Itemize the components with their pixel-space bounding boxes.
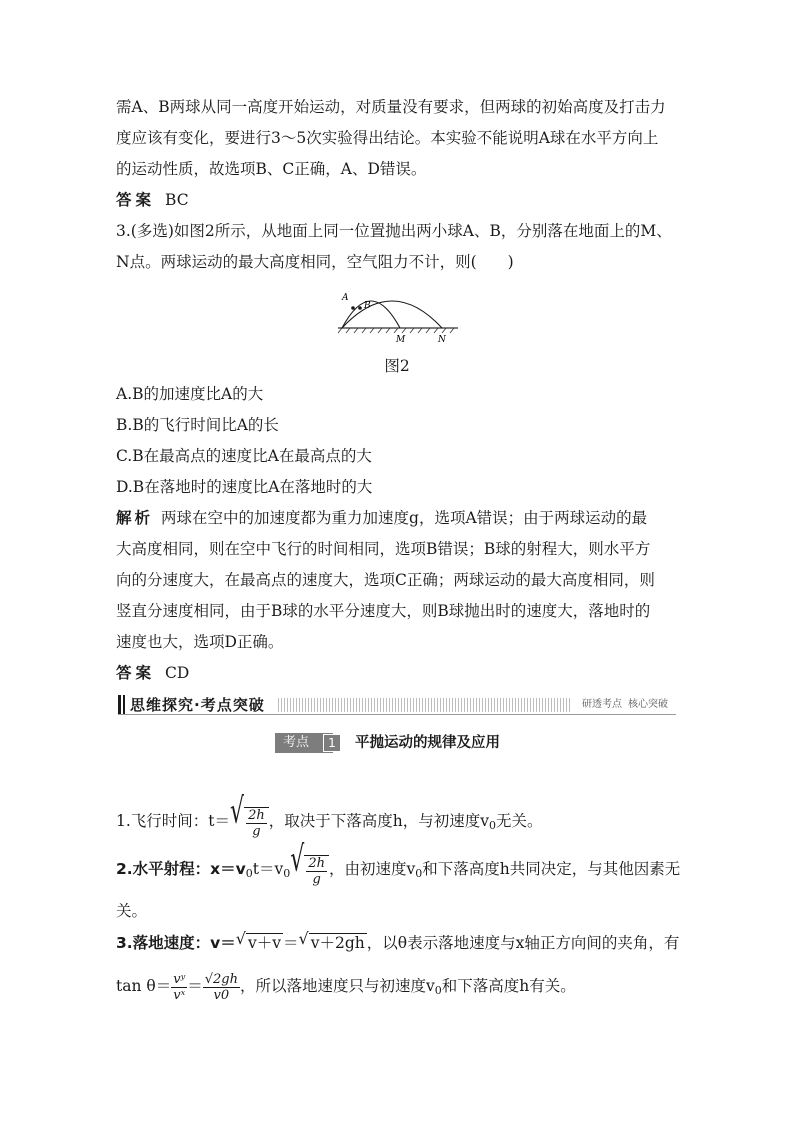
point-2: 2.水平射程：$x=v_0t=v_0√$ $\frac{2h}{g}$ ，由初速度$v_0$和下落高度h共同决定，与其他因素无 (116, 840, 681, 887)
ground-hatching (338, 328, 458, 333)
option-c: C.B在最高点的速度比A在最高点的大 (116, 447, 372, 465)
banner-bar (118, 695, 121, 715)
ball-b (358, 306, 362, 310)
section-banner (118, 695, 676, 715)
answer-1 (116, 189, 686, 211)
intro-line-3: 的运动性质，故选项B、C正确，A、D错误。 (116, 160, 427, 178)
analysis-line-5: 速度也大，选项D正确。 (116, 633, 284, 651)
ball-a (351, 306, 355, 310)
analysis-line-3: 向的分速度大，在最高点的速度大，选项C正确；两球运动的最大高度相同，则 (116, 571, 655, 589)
fraction: $\frac{√2gh}{v0}$ (204, 971, 238, 1003)
kaodian-badge: 考点 (275, 733, 333, 753)
point-1: 1.飞行时间：t＝√ $\frac{2h}{g}$ ，取决于下落高度h，与初速度$v_0$无关。 (116, 792, 543, 839)
intro-line-2: 度应该有变化，要进行3～5次实验得出结论。本实验不能说明A球在水平方向上 (116, 129, 659, 147)
option-a: A.B的加速度比A的大 (116, 385, 264, 403)
label-n: N (438, 335, 446, 345)
analysis-line-2: 大高度相同，则在空中飞行的时间相同，选项B错误；B球的射程大，则水平方 (116, 540, 651, 558)
trajectory-a (342, 301, 400, 328)
point-2-line-2: 关。 (116, 902, 148, 920)
figure-caption: 图2 (384, 357, 410, 375)
analysis-line-4: 竖直分速度相同，由于B球的水平分速度大，则B球抛出时的速度大，落地时的 (116, 602, 651, 620)
question-3-line-1: 3.(多选)如图2所示，从地面上同一位置抛出两小球A、B，分别落在地面上的M、 (116, 222, 672, 240)
answer-label: 答案 (116, 664, 156, 682)
label-m: M (396, 335, 406, 345)
label-a: A (342, 293, 349, 303)
answer-value: BC (165, 191, 189, 209)
option-d: D.B在落地时的速度比A在落地时的大 (116, 478, 373, 496)
label-b: B (364, 301, 371, 311)
point-3-line-2: tan θ＝ $\frac{\text{vʸ}}{\text{vˣ}}$ ＝ $\frac{√2gh}{v0}$ ，所以落地速度只与初速度$v_0$和下落高度h有关。 (116, 971, 576, 1003)
banner-title: 思维探究·考点突破 (130, 696, 265, 714)
fraction: $\frac{\text{vʸ}}{\text{vˣ}}$ (173, 971, 186, 1003)
trajectory-figure (336, 286, 460, 346)
sqrt-expression: √ $\frac{2h}{g}$ (230, 804, 269, 840)
banner-divider (118, 714, 676, 715)
analysis-label: 解析 (116, 509, 154, 527)
answer-2 (116, 662, 686, 684)
point-3: 3.落地速度：v＝√ v＋v ＝√ v＋2gh ，以θ表示落地速度与x轴正方向间的夹角，有 (116, 929, 680, 952)
answer-label: 答案 (116, 191, 156, 209)
sqrt-expression: √ $\frac{2h}{g}$ (290, 852, 329, 888)
intro-line-1: 需A、B两球从同一高度开始运动，对质量没有要求，但两球的初始高度及打击力 (116, 98, 666, 116)
answer-value: CD (165, 664, 190, 682)
option-b: B.B的飞行时间比A的长 (116, 416, 279, 434)
question-3-line-2: N点。两球运动的最大高度相同，空气阻力不计，则( ) (116, 253, 514, 271)
kaodian-title: 平抛运动的规律及应用 (355, 735, 500, 751)
banner-subtitle: 研透考点 核心突破 (572, 698, 672, 712)
kaodian-number: 1 (323, 734, 341, 752)
analysis-line-1: 解析 两球在空中的加速度都为重力加速度g，选项A错误；由于两球运动的最 (116, 509, 648, 527)
banner-bar (123, 695, 125, 715)
